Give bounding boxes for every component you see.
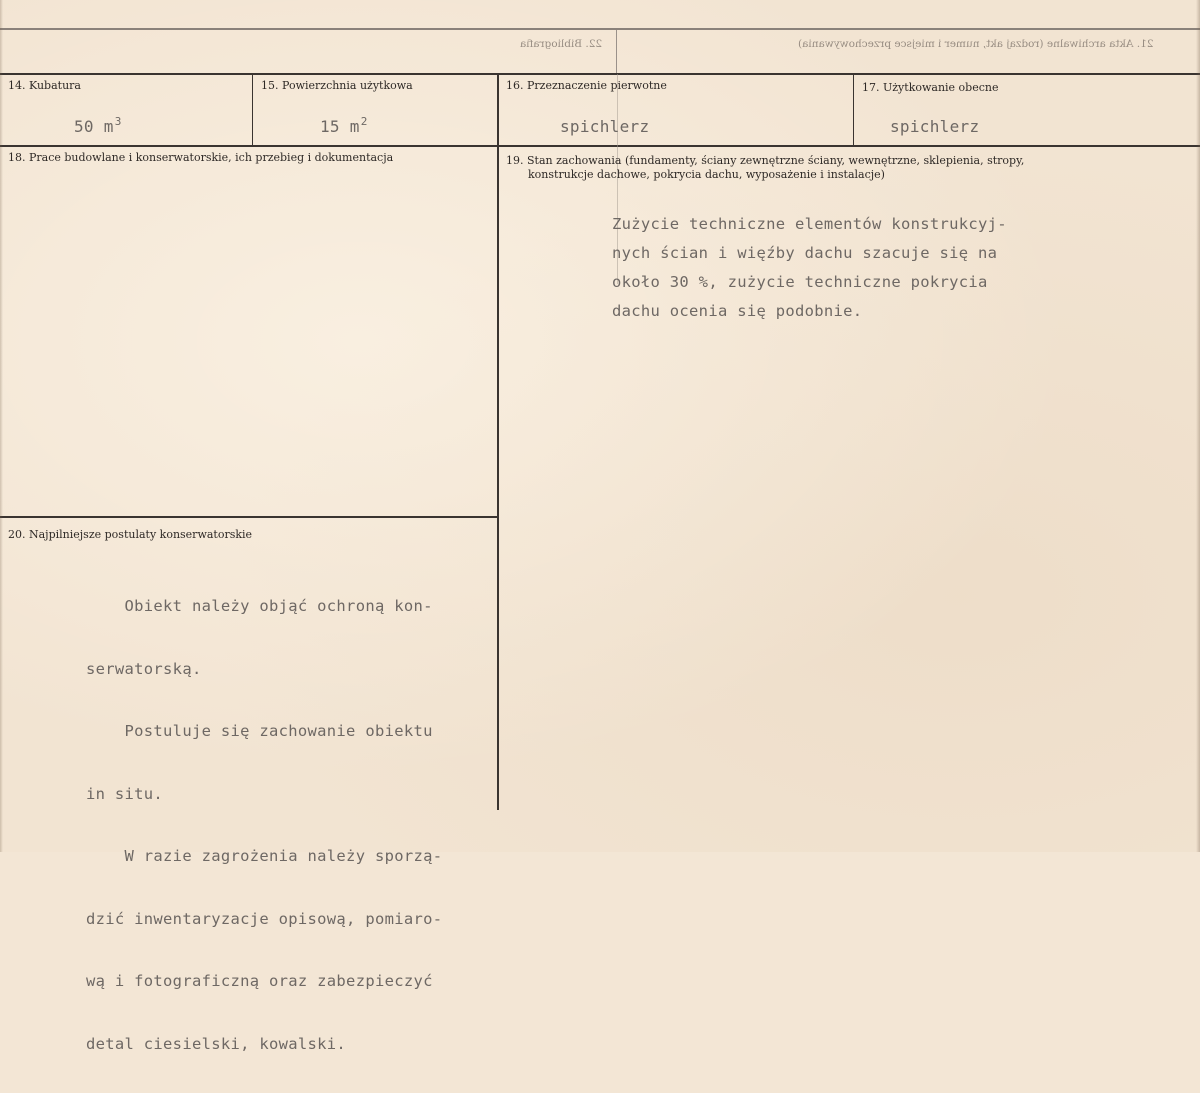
stan-label-line1: 19. Stan zachowania (fundamenty, ściany zewnętrzne ściany, wewnętrzne, sklepienia, stropy, [506, 154, 1025, 167]
uzytkowanie-value: spichlerz [890, 117, 980, 136]
stan-label-line2: konstrukcje dachowe, pokrycia dachu, wyposażenie i instalacje) [528, 168, 885, 181]
powierzchnia-value-text: 15 m [320, 117, 360, 136]
prace-label: 18. Prace budowlane i konserwatorskie, ich przebieg i dokumentacja [8, 151, 394, 164]
stan-text [612, 210, 1007, 326]
postulaty-line: dzić inwentaryzacje opisową, pomiaro- [86, 909, 443, 928]
row-rule-second [0, 145, 1200, 147]
postulaty-text [86, 557, 442, 1093]
kubatura-unit-exponent: 3 [114, 115, 122, 128]
top-border [0, 28, 1200, 30]
postulaty-line: W razie zagrożenia należy sporzą- [86, 847, 443, 865]
kubatura-label: 14. Kubatura [8, 79, 81, 92]
postulaty-line: Obiekt należy objąć ochroną kon- [86, 597, 433, 615]
postulaty-line: detal ciesielski, kowalski. [86, 1034, 347, 1053]
stan-line: Zużycie techniczne elementów konstrukcyj- [612, 215, 1007, 233]
stan-line: nych ścian i więźby dachu szacuje się na [612, 244, 998, 262]
kubatura-value-text: 50 m [74, 117, 114, 136]
przeznaczenie-value: spichlerz [560, 117, 650, 136]
mirrored-header-left: 22. Bibliografia [520, 38, 603, 50]
col-rule-16-17 [853, 74, 854, 146]
col-rule-14-15 [252, 74, 253, 146]
paper-edge-right [1196, 0, 1200, 852]
uzytkowanie-label: 17. Użytkowanie obecne [862, 81, 999, 94]
mirrored-header-right: 21. Akta archiwalne (rodzaj akt, numer i miejsce przechowywania) [798, 38, 1154, 50]
postulaty-line: Postuluje się zachowanie obiektu [86, 722, 433, 740]
col-rule-15-16 [497, 74, 499, 810]
powierzchnia-label: 15. Powierzchnia użytkowa [261, 79, 413, 92]
powierzchnia-value [320, 117, 368, 136]
kubatura-value [74, 117, 122, 136]
row-rule-top [0, 73, 1200, 75]
postulaty-label: 20. Najpilniejsze postulaty konserwatorskie [8, 528, 253, 541]
postulaty-line: wą i fotograficzną oraz zabezpieczyć [86, 972, 433, 990]
rule-above-20 [0, 516, 498, 518]
powierzchnia-unit-exponent: 2 [360, 115, 368, 128]
postulaty-line: in situ. [86, 784, 164, 803]
postulaty-line: serwatorską. [86, 659, 202, 678]
stan-line: około 30 %, zużycie techniczne pokrycia [612, 273, 988, 291]
paper-edge-left [0, 0, 3, 852]
przeznaczenie-label: 16. Przeznaczenie pierwotne [506, 79, 667, 92]
header-divider [616, 30, 617, 74]
stan-line: dachu ocenia się podobnie. [612, 302, 863, 320]
